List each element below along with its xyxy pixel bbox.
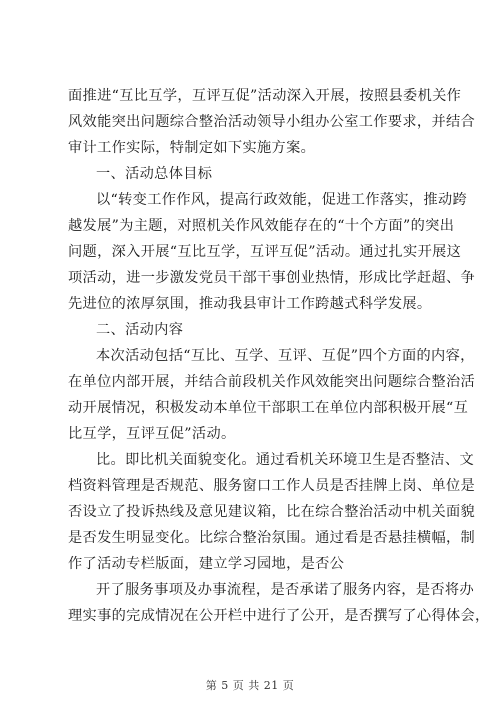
text-line: 问题，深入开展“互比互学，互评互促”活动。通过扎实开展这 (68, 244, 462, 260)
text-line: 面推进“互比互学，互评互促”活动深入开展，按照县委机关作 (68, 88, 462, 104)
text-line: 先进位的浓厚氛围，推动我县审计工作跨越式科学发展。 (68, 296, 432, 312)
text-line: 动开展情况，积极发动本单位干部职工在单位内部积极开展“互 (68, 400, 469, 416)
text-line: 风效能突出问题综合整治活动领导小组办公室工作要求，并结合 (68, 114, 476, 130)
text-line: 在单位内部开展，并结合前段机关作风效能突出问题综合整治活 (68, 374, 476, 390)
text-line: 开了服务事项及办事流程，是否承诺了服务内容，是否将办 (96, 582, 474, 598)
text-line: 本次活动包括“互比、互学、互评、互促”四个方面的内容， (96, 348, 475, 364)
text-line: 以“转变工作作风，提高行政效能，促进工作落实，推动跨 (96, 192, 468, 208)
text-line: 比。即比机关面貌变化。通过看机关环境卫生是否整洁、文 (96, 452, 474, 468)
text-line: 作了活动专栏版面，建立学习园地，是否公 (68, 556, 345, 572)
text-line: 是否发生明显变化。比综合整治氛围。通过看是否悬挂横幅，制 (68, 530, 476, 546)
text-line: 越发展”为主题，对照机关作风效能存在的“十个方面”的突出 (68, 218, 455, 234)
text-line: 否设立了投诉热线及意见建议箱，比在综合整治活动中机关面貌 (68, 504, 476, 520)
page-footer: 第 5 页 共 21 页 (205, 679, 295, 692)
text-line: 项活动，进一步激发党员干部干事创业热情，形成比学赶超、争 (68, 270, 476, 286)
text-line: 比互学，互评互促”活动。 (68, 426, 236, 442)
text-line: 理实事的完成情况在公开栏中进行了公开，是否撰写了心得体会， (68, 608, 490, 624)
section-heading: 二、活动内容 (96, 322, 184, 338)
section-heading: 一、活动总体目标 (96, 166, 213, 182)
text-line: 档资料管理是否规范、服务窗口工作人员是否挂牌上岗、单位是 (68, 478, 476, 494)
text-line: 审计工作实际，特制定如下实施方案。 (68, 140, 316, 156)
